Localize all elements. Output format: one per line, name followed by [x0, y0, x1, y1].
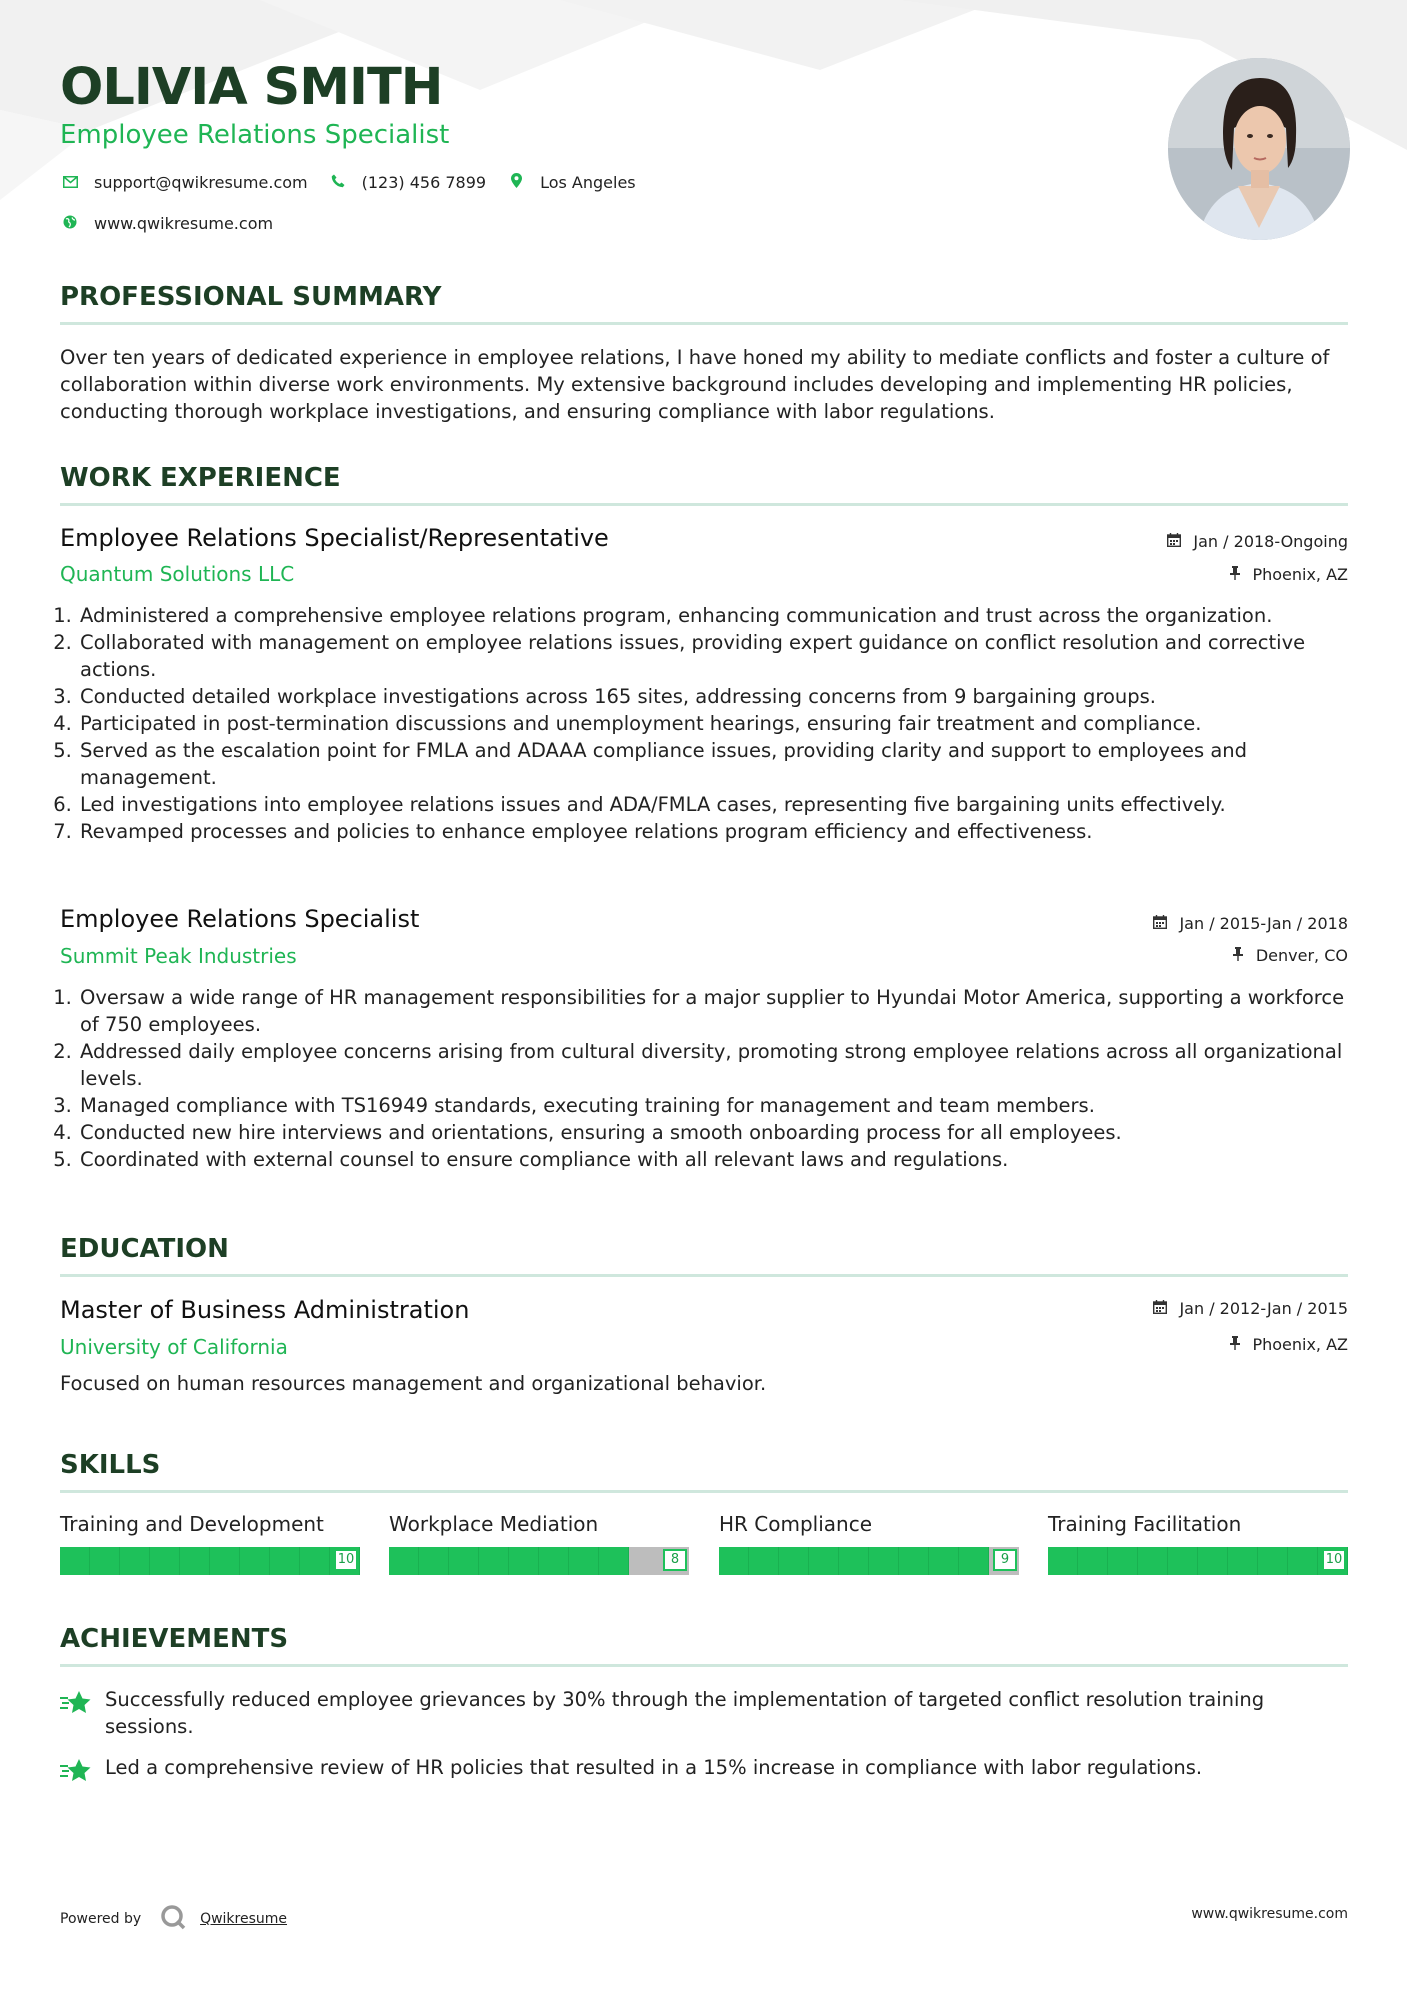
experience-heading: WORK EXPERIENCE: [60, 463, 341, 493]
qwikresume-logo-icon: [160, 1904, 186, 1934]
achievement-item: [60, 1686, 1350, 1740]
job-location: [1230, 564, 1348, 586]
footer-powered-by: [60, 1904, 287, 1934]
job-location-text: Phoenix, AZ: [1252, 565, 1348, 584]
skill-level-badge: 10: [334, 1549, 358, 1571]
skill-level-badge: 9: [993, 1549, 1017, 1571]
list-item: 6. Led investigations into employee relations issues and ADA/FMLA cases, representing five bargaining units effectively.: [78, 791, 1353, 818]
skill-item: [60, 1511, 360, 1567]
list-item: 4. Conducted new hire interviews and orientations, ensuring a smooth onboarding process for all employees.: [78, 1119, 1353, 1146]
list-item: 3. Conducted detailed workplace investigations across 165 sites, addressing concerns from 9 bargaining groups.: [78, 683, 1353, 710]
pin-icon: [1230, 1336, 1245, 1354]
skill-bar: [1048, 1547, 1348, 1575]
list-item: 3. Managed compliance with TS16949 standards, executing training for management and team members.: [78, 1092, 1353, 1119]
education-location-text: Phoenix, AZ: [1252, 1335, 1348, 1354]
job-responsibilities: [60, 984, 1353, 1173]
degree-title: Master of Business Administration: [60, 1296, 470, 1324]
pin-icon: [1233, 947, 1248, 965]
map-marker-icon: [506, 173, 526, 192]
job-title: Employee Relations Specialist: [60, 905, 420, 933]
job-location-text: Denver, CO: [1255, 946, 1348, 965]
footer-url[interactable]: www.qwikresume.com: [1191, 1906, 1348, 1922]
list-item: 4. Participated in post-termination discussions and unemployment hearings, ensuring fair treatment and compliance.: [78, 710, 1353, 737]
education-description: Focused on human resources management and organizational behavior.: [60, 1372, 767, 1395]
qwikresume-link[interactable]: Qwikresume: [200, 1911, 288, 1927]
list-item: 7. Revamped processes and policies to enhance employee relations program efficiency and effectiveness.: [78, 818, 1353, 845]
skill-level-badge: 10: [1322, 1549, 1346, 1571]
skill-bar-fill: [389, 1547, 629, 1575]
location-text: Los Angeles: [540, 173, 636, 192]
phone-number[interactable]: (123) 456 7899: [361, 173, 487, 192]
skill-item: [719, 1511, 1019, 1567]
summary-text: Over ten years of dedicated experience in employee relations, I have honed my ability to mediate conflicts and foster a culture of collaboration within diverse work environments. My extensive background includes developing and implementing HR policies, conducting thorough workplace investigations, and ensuring compliance with labor regulations.: [60, 346, 1330, 423]
education-heading: EDUCATION: [60, 1234, 229, 1264]
experience-divider: [60, 503, 1348, 506]
job-location: [1233, 945, 1348, 967]
skill-bar-fill: [719, 1547, 989, 1575]
job-dates: [1167, 531, 1348, 553]
powered-by-label: Powered by: [60, 1911, 142, 1927]
job-dates-text: Jan / 2015-Jan / 2018: [1179, 914, 1348, 933]
school-name: University of California: [60, 1335, 288, 1359]
job-title: Employee Relations Specialist/Representative: [60, 524, 609, 552]
education-dates-text: Jan / 2012-Jan / 2015: [1179, 1299, 1348, 1318]
job-company: Quantum Solutions LLC: [60, 562, 295, 586]
job-company: Summit Peak Industries: [60, 944, 297, 968]
contact-row: [60, 173, 656, 192]
skill-level-badge: 8: [663, 1549, 687, 1571]
job-dates: [1153, 913, 1348, 935]
skill-name: Training and Development: [60, 1512, 324, 1536]
calendar-icon: [1153, 915, 1172, 933]
job-responsibilities: [60, 602, 1353, 845]
skill-item: [389, 1511, 689, 1567]
achievements-divider: [60, 1664, 1348, 1667]
education-location: [1230, 1334, 1348, 1356]
skill-item: [1048, 1511, 1348, 1567]
pin-icon: [1230, 566, 1245, 584]
calendar-icon: [1153, 1300, 1172, 1318]
achievement-text: Led a comprehensive review of HR policies that resulted in a 15% increase in compliance with labor regulations.: [105, 1756, 1203, 1779]
calendar-icon: [1167, 533, 1186, 551]
skill-bar-fill: [1048, 1547, 1348, 1575]
summary-divider: [60, 322, 1348, 325]
achievement-text: Successfully reduced employee grievances by 30% through the implementation of targeted conflict resolution training sessions.: [105, 1688, 1265, 1738]
envelope-icon: [60, 174, 80, 192]
list-item: 5. Served as the escalation point for FMLA and ADAAA compliance issues, providing clarity and support to employees and management.: [78, 737, 1353, 791]
website-link[interactable]: www.qwikresume.com: [94, 214, 274, 233]
education-divider: [60, 1274, 1348, 1277]
list-item: 5. Coordinated with external counsel to ensure compliance with all relevant laws and regulations.: [78, 1146, 1353, 1173]
candidate-title: Employee Relations Specialist: [60, 120, 450, 150]
star-icon: [60, 1758, 92, 1784]
skill-bar-fill: [60, 1547, 360, 1575]
summary-heading: PROFESSIONAL SUMMARY: [60, 282, 442, 312]
candidate-name: OLIVIA SMITH: [60, 58, 443, 117]
skill-name: Workplace Mediation: [389, 1512, 599, 1536]
achievements-heading: ACHIEVEMENTS: [60, 1624, 289, 1654]
phone-icon: [328, 174, 348, 192]
skill-bar: [60, 1547, 360, 1575]
skills-divider: [60, 1490, 1348, 1493]
skill-name: HR Compliance: [719, 1512, 873, 1536]
list-item: 1. Oversaw a wide range of HR management responsibilities for a major supplier to Hyundai Motor America, supporting a workforce of 750 employees.: [78, 984, 1353, 1038]
website-row: [60, 214, 293, 233]
list-item: 2. Collaborated with management on employee relations issues, providing expert guidance on conflict resolution and corrective actions.: [78, 629, 1353, 683]
profile-photo: [1168, 58, 1350, 240]
list-item: 2. Addressed daily employee concerns arising from cultural diversity, promoting strong employee relations across all organizational levels.: [78, 1038, 1353, 1092]
skill-name: Training Facilitation: [1048, 1512, 1242, 1536]
job-dates-text: Jan / 2018-Ongoing: [1193, 532, 1348, 551]
globe-icon: [60, 215, 80, 233]
skill-bar: [389, 1547, 689, 1575]
star-icon: [60, 1690, 92, 1716]
education-dates: [1153, 1298, 1348, 1320]
skill-bar: [719, 1547, 1019, 1575]
skills-heading: SKILLS: [60, 1450, 161, 1480]
list-item: 1. Administered a comprehensive employee relations program, enhancing communication and trust across the organization.: [78, 602, 1353, 629]
email-link[interactable]: support@qwikresume.com: [94, 173, 308, 192]
achievement-item: [60, 1754, 1350, 1781]
